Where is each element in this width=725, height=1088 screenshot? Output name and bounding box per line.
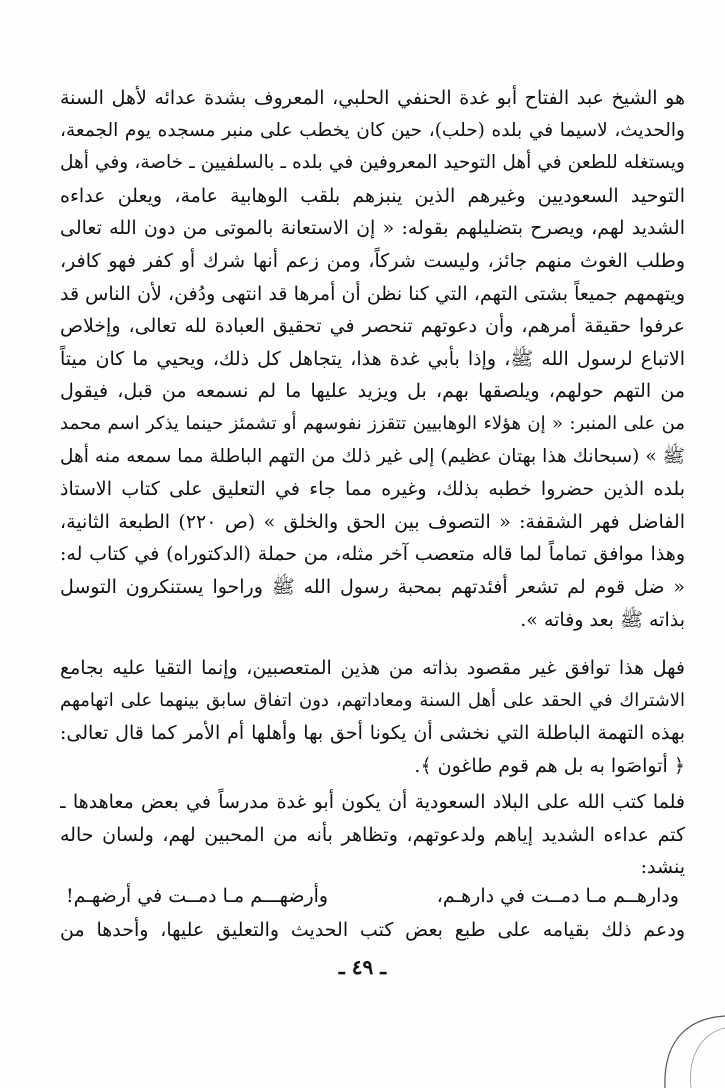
text-line: من على المنبر: « إن هؤلاء الوهابيين تتقزز نفوسهم أو تشمئز حينما يذكر اسم محمد: [60, 412, 685, 434]
text-line: عرفوا حقيقة أمرهم، وأن دعوتهم تنحصر في تحقيق العبادة لله تعالى، وإخلاص: [60, 315, 685, 338]
text-line: بلده الذين حضروا خطبه بذلك، وغيره مما جاء في التعليق على كتاب الاستاذ: [60, 478, 685, 501]
poem-second-hemistich: وأرضهـــم مـا دمــت في أرضهـم!: [66, 885, 329, 907]
text-line: التوحيد السعوديين وغيرهم الذين ينبزهم بلقب الوهابية عامة، ويعلن عداءه: [60, 184, 685, 207]
poem-first-hemistich: ودارهــم مـا دمــت في دارهـم،: [436, 885, 679, 907]
paragraph-3: [60, 786, 685, 884]
page-number: ـ ٤٩ ـ: [338, 955, 387, 979]
text-line: فهل هذا توافق غير مقصود بذاته من هذين المتعصبين، وإنما التقيا عليه بجامع: [60, 657, 685, 679]
paragraph-4: [60, 914, 685, 947]
text-line: بذاته ﷺ بعد وفاته ».: [520, 608, 685, 631]
text-line: الشديد لهم، ويصرح بتضليلهم بقوله: « إن الاستعانة بالموتى من دون الله تعالى: [60, 217, 685, 240]
text-line: وهذا موافق تماماً لما قاله متعصب آخر مثله، من حملة (الدكتوراه) في كتاب له:: [60, 543, 685, 566]
text-line: من التهم حولهم، ويلصقها بهم، بل ويزيد عليها ما لم نسمعه من قبل، فيقول: [60, 380, 685, 403]
text-line: الاتباع لرسول الله ﷺ، وإذا بأبي غدة هذا، يتجاهل كل ذلك، ويحيي ما كان ميتاً: [60, 347, 685, 370]
text-line: ﴿ أتواصَوا به بل هم قوم طاغون ﴾.: [414, 754, 685, 777]
text-line: وطلب الغوث منهم جائز، وليست شركاً، ومن زعم أنها شرك أو كفر فهو كافر،: [60, 249, 685, 272]
text-line: والحديث، لاسيما في بلده (حلب)، حين كان يخطب على منبر مسجده يوم الجمعة،: [60, 119, 685, 141]
text-line: كتم عداءه الشديد إياهم ولدعوتهم، وتظاهر بأنه من المحبين لهم، ولسان حاله: [60, 823, 685, 846]
poem-verse: [60, 880, 685, 913]
text-line: الفاضل فهر الشقفة: « التصوف بين الحق والخلق » (ص ٢٢٠) الطبعة الثانية،: [60, 510, 685, 533]
poem-row: [60, 880, 685, 913]
text-line: الاشتراك في الحقد على أهل السنة ومعاداتهم، دون اتفاق سابق بينهما على اتهامهم: [60, 689, 685, 711]
text-line: هو الشيخ عبد الفتاح أبو غدة الحنفي الحلبي، المعروف بشدة عدائه لأهل السنة: [60, 87, 685, 109]
paragraph-2: [60, 652, 685, 782]
text-line: ﷺ » (سبحانك هذا بهتان عظيم) إلى غير ذلك من التهم الباطلة مما سمعه منه أهل: [60, 445, 685, 467]
text-line: ودعم ذلك بقيامه على طبع بعض كتب الحديث والتعليق عليها، وأحدها من: [60, 919, 685, 941]
paragraph-1: [60, 82, 685, 636]
page-curl-mark: [635, 1008, 725, 1088]
text-line: بهذه التهمة الباطلة التي نخشى أن يكونا أحق بها وأهلها أم الأمر كما قال تعالى:: [60, 722, 685, 745]
text-line: فلما كتب الله على البلاد السعودية أن يكون أبو غدة مدرساً في بعض معاهدها ـ: [60, 791, 685, 813]
text-line: ويستغله للطعن في أهل التوحيد المعروفين في بلده ـ بالسلفيين ـ خاصة، وفي أهل: [60, 152, 685, 174]
text-line: ينشد:: [640, 856, 685, 879]
text-line: « ضل قوم لم تشعر أفئدتهم بمحبة رسول الله ﷺ وراحوا يستنكرون التوسل: [60, 575, 685, 598]
text-line: ويتهمهم جميعاً بشتى التهم، التي كنا نظن أن أمرها قد انتهى ودُفن، لأن الناس قد: [60, 282, 685, 305]
